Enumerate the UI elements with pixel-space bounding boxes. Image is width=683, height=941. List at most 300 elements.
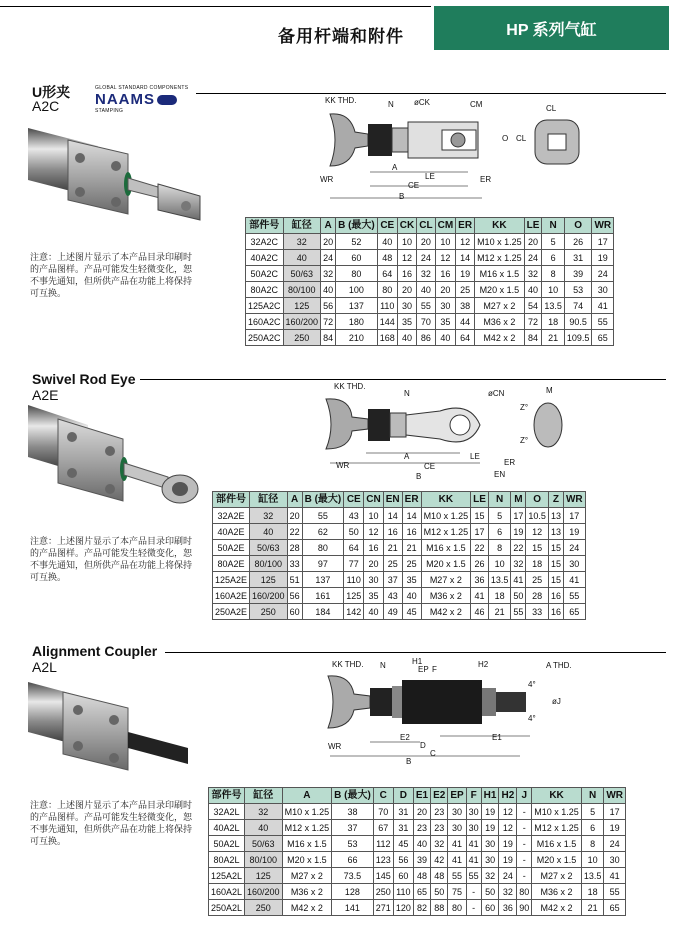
- table-cell: -: [517, 868, 532, 884]
- table-cell: 24: [563, 540, 585, 556]
- column-header: B (最大): [332, 788, 374, 804]
- table-cell: 32: [283, 234, 321, 250]
- table-cell: 144: [377, 314, 397, 330]
- column-header: O: [564, 218, 592, 234]
- table-cell: 12: [456, 234, 475, 250]
- table-cell: M20 x 1.5: [475, 282, 525, 298]
- table-cell: 19: [604, 820, 626, 836]
- column-header: F: [466, 788, 481, 804]
- table-cell: 160/200: [283, 314, 321, 330]
- table-cell: M20 x 1.5: [282, 852, 332, 868]
- table-cell: M12 x 1.25: [475, 250, 525, 266]
- spec-table-a2l: [208, 787, 626, 916]
- table-cell: 24: [604, 836, 626, 852]
- table-cell: 17: [471, 524, 489, 540]
- table-row: [213, 540, 586, 556]
- table-cell: 32: [511, 556, 526, 572]
- column-header: A: [321, 218, 336, 234]
- column-header: CE: [344, 492, 364, 508]
- table-cell: 12: [397, 250, 416, 266]
- table-cell: 50/63: [250, 540, 288, 556]
- table-cell: 80: [377, 282, 397, 298]
- table-cell: 24: [321, 250, 336, 266]
- table-cell: 90.5: [564, 314, 592, 330]
- table-cell: 55: [302, 508, 344, 524]
- column-header: N: [488, 492, 511, 508]
- table-cell: 30: [592, 282, 614, 298]
- column-header: 缸径: [245, 788, 283, 804]
- disclaimer-note-a2e: 注意：上述图片显示了本产品目录印刷时的产品图样。产品可能发生轻微变化，恕不事先通知，但所供产品在功能上将保持可互换。: [30, 537, 193, 583]
- column-header: WR: [592, 218, 614, 234]
- column-header: EN: [383, 492, 402, 508]
- table-cell: 160A2E: [213, 588, 250, 604]
- table-cell: 80A2C: [246, 282, 284, 298]
- table-cell: 100: [336, 282, 378, 298]
- table-row: [209, 884, 626, 900]
- table-cell: 40: [397, 330, 416, 346]
- table-cell: 97: [302, 556, 344, 572]
- table-cell: 250: [373, 884, 393, 900]
- table-cell: 20: [397, 282, 416, 298]
- table-cell: 25: [526, 572, 549, 588]
- table-cell: 40: [364, 604, 383, 620]
- column-header: KK: [475, 218, 525, 234]
- section-rule-a2e: [140, 379, 666, 380]
- table-cell: 125: [283, 298, 321, 314]
- table-cell: 41: [466, 852, 481, 868]
- column-header: CE: [377, 218, 397, 234]
- table-cell: 41: [448, 852, 466, 868]
- table-cell: 41: [592, 298, 614, 314]
- table-cell: 161: [302, 588, 344, 604]
- column-header: LE: [471, 492, 489, 508]
- table-cell: M36 x 2: [532, 884, 582, 900]
- table-cell: 43: [383, 588, 402, 604]
- table-cell: 64: [377, 266, 397, 282]
- table-cell: 50: [431, 884, 448, 900]
- table-cell: 15: [548, 556, 563, 572]
- table-cell: 67: [373, 820, 393, 836]
- table-row: [209, 900, 626, 916]
- table-cell: 32: [250, 508, 288, 524]
- table-cell: 21: [488, 604, 511, 620]
- column-header: 部件号: [209, 788, 245, 804]
- column-header: KK: [421, 492, 471, 508]
- table-cell: 40: [435, 330, 456, 346]
- table-cell: 19: [511, 524, 526, 540]
- table-cell: 6: [488, 524, 511, 540]
- table-cell: 19: [456, 266, 475, 282]
- column-header: D: [393, 788, 413, 804]
- table-cell: 40: [402, 588, 421, 604]
- a2e-product-photo: [28, 405, 208, 515]
- column-header: N: [581, 788, 604, 804]
- table-cell: 125A2C: [246, 298, 284, 314]
- table-cell: -: [466, 900, 481, 916]
- table-cell: 250A2C: [246, 330, 284, 346]
- table-cell: 46: [471, 604, 489, 620]
- table-cell: 6: [542, 250, 565, 266]
- table-cell: 30: [563, 556, 585, 572]
- table-cell: 10: [542, 282, 565, 298]
- table-cell: M12 x 1.25: [421, 524, 471, 540]
- column-header: B (最大): [336, 218, 378, 234]
- table-cell: 19: [563, 524, 585, 540]
- table-cell: 16: [364, 540, 383, 556]
- table-cell: 35: [435, 314, 456, 330]
- table-cell: M20 x 1.5: [532, 852, 582, 868]
- table-cell: 80: [336, 266, 378, 282]
- table-cell: 40A2C: [246, 250, 284, 266]
- table-cell: 35: [397, 314, 416, 330]
- table-cell: 20: [287, 508, 302, 524]
- table-cell: 10: [435, 234, 456, 250]
- table-cell: 110: [377, 298, 397, 314]
- table-cell: 30: [466, 804, 481, 820]
- table-cell: 160A2C: [246, 314, 284, 330]
- naams-logo: GLOBAL STANDARD COMPONENTS NAAMS STAMPING: [95, 85, 189, 114]
- column-header: H1: [481, 788, 499, 804]
- section-code-a2e: A2E: [32, 387, 59, 403]
- table-cell: 33: [287, 556, 302, 572]
- table-cell: 10: [364, 508, 383, 524]
- page-title: 备用杆端和附件: [278, 27, 404, 46]
- table-cell: 36: [499, 900, 517, 916]
- table-cell: 18: [542, 314, 565, 330]
- table-cell: 80: [448, 900, 466, 916]
- table-cell: 20: [321, 234, 336, 250]
- table-cell: 60: [287, 604, 302, 620]
- table-cell: 35: [364, 588, 383, 604]
- table-cell: 23: [431, 820, 448, 836]
- table-cell: 17: [563, 508, 585, 524]
- table-cell: 42: [431, 852, 448, 868]
- table-cell: 15: [471, 508, 489, 524]
- table-cell: 62: [302, 524, 344, 540]
- table-cell: 35: [402, 572, 421, 588]
- table-cell: 70: [373, 804, 393, 820]
- table-cell: 41: [471, 588, 489, 604]
- table-cell: 74: [564, 298, 592, 314]
- table-cell: 72: [321, 314, 336, 330]
- column-header: E2: [431, 788, 448, 804]
- column-header: E1: [413, 788, 430, 804]
- column-header: N: [542, 218, 565, 234]
- table-cell: 41: [466, 836, 481, 852]
- table-cell: 64: [456, 330, 475, 346]
- table-cell: 45: [402, 604, 421, 620]
- table-cell: 128: [332, 884, 374, 900]
- table-cell: 24: [499, 868, 517, 884]
- table-cell: 64: [344, 540, 364, 556]
- table-row: [246, 266, 614, 282]
- table-cell: 65: [604, 900, 626, 916]
- table-row: [209, 852, 626, 868]
- table-cell: 37: [383, 572, 402, 588]
- column-header: A: [282, 788, 332, 804]
- table-row: [209, 836, 626, 852]
- table-cell: 40: [321, 282, 336, 298]
- table-cell: 13.5: [488, 572, 511, 588]
- table-cell: 51: [287, 572, 302, 588]
- table-cell: 80/100: [250, 556, 288, 572]
- table-cell: 109.5: [564, 330, 592, 346]
- table-cell: 13: [548, 524, 563, 540]
- table-cell: 125: [245, 868, 283, 884]
- table-cell: 50: [511, 588, 526, 604]
- table-cell: 18: [526, 556, 549, 572]
- table-cell: 32: [431, 836, 448, 852]
- table-cell: 56: [321, 298, 336, 314]
- table-cell: 73.5: [332, 868, 374, 884]
- table-cell: 110: [344, 572, 364, 588]
- section-title-a2l: Alignment Coupler: [32, 643, 158, 659]
- table-cell: 40A2E: [213, 524, 250, 540]
- table-cell: 32A2C: [246, 234, 284, 250]
- table-cell: 32: [321, 266, 336, 282]
- table-cell: 19: [499, 836, 517, 852]
- table-cell: 40A2L: [209, 820, 245, 836]
- table-cell: 21: [581, 900, 604, 916]
- table-cell: 54: [524, 298, 542, 314]
- table-cell: 16: [397, 266, 416, 282]
- table-cell: 75: [448, 884, 466, 900]
- table-cell: M10 x 1.25: [532, 804, 582, 820]
- table-cell: 60: [393, 868, 413, 884]
- column-header: ER: [402, 492, 421, 508]
- table-cell: 10: [581, 852, 604, 868]
- table-cell: 44: [456, 314, 475, 330]
- a2l-dimension-drawing: [320, 660, 580, 760]
- table-row: [209, 820, 626, 836]
- table-cell: 36: [471, 572, 489, 588]
- table-cell: 13.5: [581, 868, 604, 884]
- table-cell: 120: [393, 900, 413, 916]
- table-cell: 5: [542, 234, 565, 250]
- table-cell: -: [517, 804, 532, 820]
- table-cell: 145: [373, 868, 393, 884]
- table-cell: M27 x 2: [421, 572, 471, 588]
- table-cell: 12: [499, 804, 517, 820]
- table-cell: 30: [448, 820, 466, 836]
- table-cell: 22: [287, 524, 302, 540]
- table-cell: M27 x 2: [475, 298, 525, 314]
- table-cell: M16 x 1.5: [421, 540, 471, 556]
- table-cell: 32: [417, 266, 435, 282]
- table-cell: 184: [302, 604, 344, 620]
- table-cell: 30: [448, 804, 466, 820]
- section-code-a2l: A2L: [32, 659, 57, 675]
- table-cell: 30: [604, 852, 626, 868]
- table-cell: 16: [402, 524, 421, 540]
- header-rule: [0, 6, 431, 7]
- table-cell: 30: [481, 836, 499, 852]
- table-cell: 40: [413, 836, 430, 852]
- column-header: WR: [563, 492, 585, 508]
- table-cell: 160/200: [245, 884, 283, 900]
- column-header: Z: [548, 492, 563, 508]
- table-cell: 16: [435, 266, 456, 282]
- table-cell: 30: [364, 572, 383, 588]
- table-cell: 30: [466, 820, 481, 836]
- table-cell: 84: [524, 330, 542, 346]
- table-cell: 18: [581, 884, 604, 900]
- table-cell: 55: [466, 868, 481, 884]
- table-cell: M36 x 2: [421, 588, 471, 604]
- table-cell: 17: [592, 234, 614, 250]
- table-cell: 60: [336, 250, 378, 266]
- table-cell: 88: [431, 900, 448, 916]
- table-cell: 5: [581, 804, 604, 820]
- table-cell: 86: [417, 330, 435, 346]
- table-cell: 30: [435, 298, 456, 314]
- table-cell: 5: [488, 508, 511, 524]
- table-cell: 32: [481, 868, 499, 884]
- table-cell: M16 x 1.5: [282, 836, 332, 852]
- table-cell: 17: [604, 804, 626, 820]
- column-header: J: [517, 788, 532, 804]
- table-cell: 32: [499, 884, 517, 900]
- table-row: [209, 804, 626, 820]
- table-cell: 142: [344, 604, 364, 620]
- table-cell: 39: [413, 852, 430, 868]
- table-cell: M12 x 1.25: [532, 820, 582, 836]
- table-cell: M42 x 2: [532, 900, 582, 916]
- table-cell: 250: [250, 604, 288, 620]
- disclaimer-note-a2l: 注意：上述图片显示了本产品目录印刷时的产品图样。产品可能发生轻微变化，恕不事先通知，但所供产品在功能上将保持可互换。: [30, 801, 193, 847]
- column-header: 缸径: [250, 492, 288, 508]
- table-cell: 10: [488, 556, 511, 572]
- table-cell: 110: [393, 884, 413, 900]
- a2e-dimension-drawing: [320, 385, 580, 465]
- table-row: [246, 330, 614, 346]
- series-badge: HP 系列气缸: [434, 6, 669, 50]
- table-cell: 6: [581, 820, 604, 836]
- table-cell: 21: [383, 540, 402, 556]
- table-cell: 20: [417, 234, 435, 250]
- table-cell: 80/100: [283, 282, 321, 298]
- column-header: B (最大): [302, 492, 344, 508]
- table-cell: 160/200: [250, 588, 288, 604]
- table-cell: 33: [526, 604, 549, 620]
- table-cell: 10: [397, 234, 416, 250]
- table-cell: 19: [481, 804, 499, 820]
- column-header: 缸径: [283, 218, 321, 234]
- table-cell: 49: [383, 604, 402, 620]
- table-cell: 12: [364, 524, 383, 540]
- table-cell: 55: [592, 314, 614, 330]
- table-cell: M12 x 1.25: [282, 820, 332, 836]
- disclaimer-note-a2c: 注意：上述图片显示了本产品目录印刷时的产品图样。产品可能发生轻微变化，恕不事先通知，但所供产品在功能上将保持可互换。: [30, 253, 193, 299]
- table-cell: M42 x 2: [282, 900, 332, 916]
- column-header: CL: [417, 218, 435, 234]
- table-cell: 23: [413, 820, 430, 836]
- table-cell: M36 x 2: [282, 884, 332, 900]
- table-cell: 41: [604, 868, 626, 884]
- table-cell: 14: [383, 508, 402, 524]
- table-cell: 25: [402, 556, 421, 572]
- table-cell: 22: [511, 540, 526, 556]
- table-cell: 80: [302, 540, 344, 556]
- table-row: [246, 250, 614, 266]
- table-cell: M42 x 2: [421, 604, 471, 620]
- table-cell: M42 x 2: [475, 330, 525, 346]
- column-header: KK: [532, 788, 582, 804]
- table-cell: 16: [548, 604, 563, 620]
- table-cell: 250A2L: [209, 900, 245, 916]
- table-cell: 52: [336, 234, 378, 250]
- table-row: [213, 508, 586, 524]
- table-cell: 56: [393, 852, 413, 868]
- table-cell: 41: [511, 572, 526, 588]
- table-cell: -: [517, 820, 532, 836]
- table-cell: 32A2E: [213, 508, 250, 524]
- column-header: O: [526, 492, 549, 508]
- table-cell: 40: [283, 250, 321, 266]
- table-cell: 40: [245, 820, 283, 836]
- table-cell: 13.5: [542, 298, 565, 314]
- table-cell: 65: [413, 884, 430, 900]
- table-cell: 38: [456, 298, 475, 314]
- table-cell: 80A2L: [209, 852, 245, 868]
- table-cell: 31: [393, 804, 413, 820]
- table-cell: -: [466, 884, 481, 900]
- table-cell: 24: [417, 250, 435, 266]
- column-header: CK: [397, 218, 416, 234]
- table-cell: 50/63: [245, 836, 283, 852]
- column-header: H2: [499, 788, 517, 804]
- naams-oval-icon: [157, 95, 177, 105]
- table-cell: 14: [402, 508, 421, 524]
- table-cell: 12: [526, 524, 549, 540]
- table-cell: 250: [245, 900, 283, 916]
- table-cell: 26: [471, 556, 489, 572]
- a2l-product-photo: [28, 682, 198, 782]
- table-cell: 20: [524, 234, 542, 250]
- table-cell: 250: [283, 330, 321, 346]
- table-cell: M20 x 1.5: [421, 556, 471, 572]
- table-cell: 55: [563, 588, 585, 604]
- table-cell: 16: [383, 524, 402, 540]
- section-title-a2e: Swivel Rod Eye: [32, 371, 136, 387]
- table-cell: 12: [435, 250, 456, 266]
- column-header: 部件号: [213, 492, 250, 508]
- table-cell: 271: [373, 900, 393, 916]
- table-cell: 19: [592, 250, 614, 266]
- table-cell: M27 x 2: [532, 868, 582, 884]
- table-cell: M16 x 1.5: [475, 266, 525, 282]
- table-cell: 65: [563, 604, 585, 620]
- table-cell: 37: [332, 820, 374, 836]
- column-header: 部件号: [246, 218, 284, 234]
- table-cell: 137: [302, 572, 344, 588]
- section-code-a2c: A2C: [32, 98, 60, 114]
- table-cell: 50/63: [283, 266, 321, 282]
- table-cell: 50: [481, 884, 499, 900]
- table-cell: 65: [592, 330, 614, 346]
- table-cell: M10 x 1.25: [475, 234, 525, 250]
- table-cell: 32A2L: [209, 804, 245, 820]
- spec-table-a2e: [212, 491, 586, 620]
- column-header: A: [287, 492, 302, 508]
- table-cell: 12: [499, 820, 517, 836]
- table-cell: 8: [542, 266, 565, 282]
- table-cell: 55: [511, 604, 526, 620]
- table-cell: 77: [344, 556, 364, 572]
- table-cell: 137: [336, 298, 378, 314]
- section-title-a2c: U形夹: [32, 84, 71, 100]
- table-cell: 20: [435, 282, 456, 298]
